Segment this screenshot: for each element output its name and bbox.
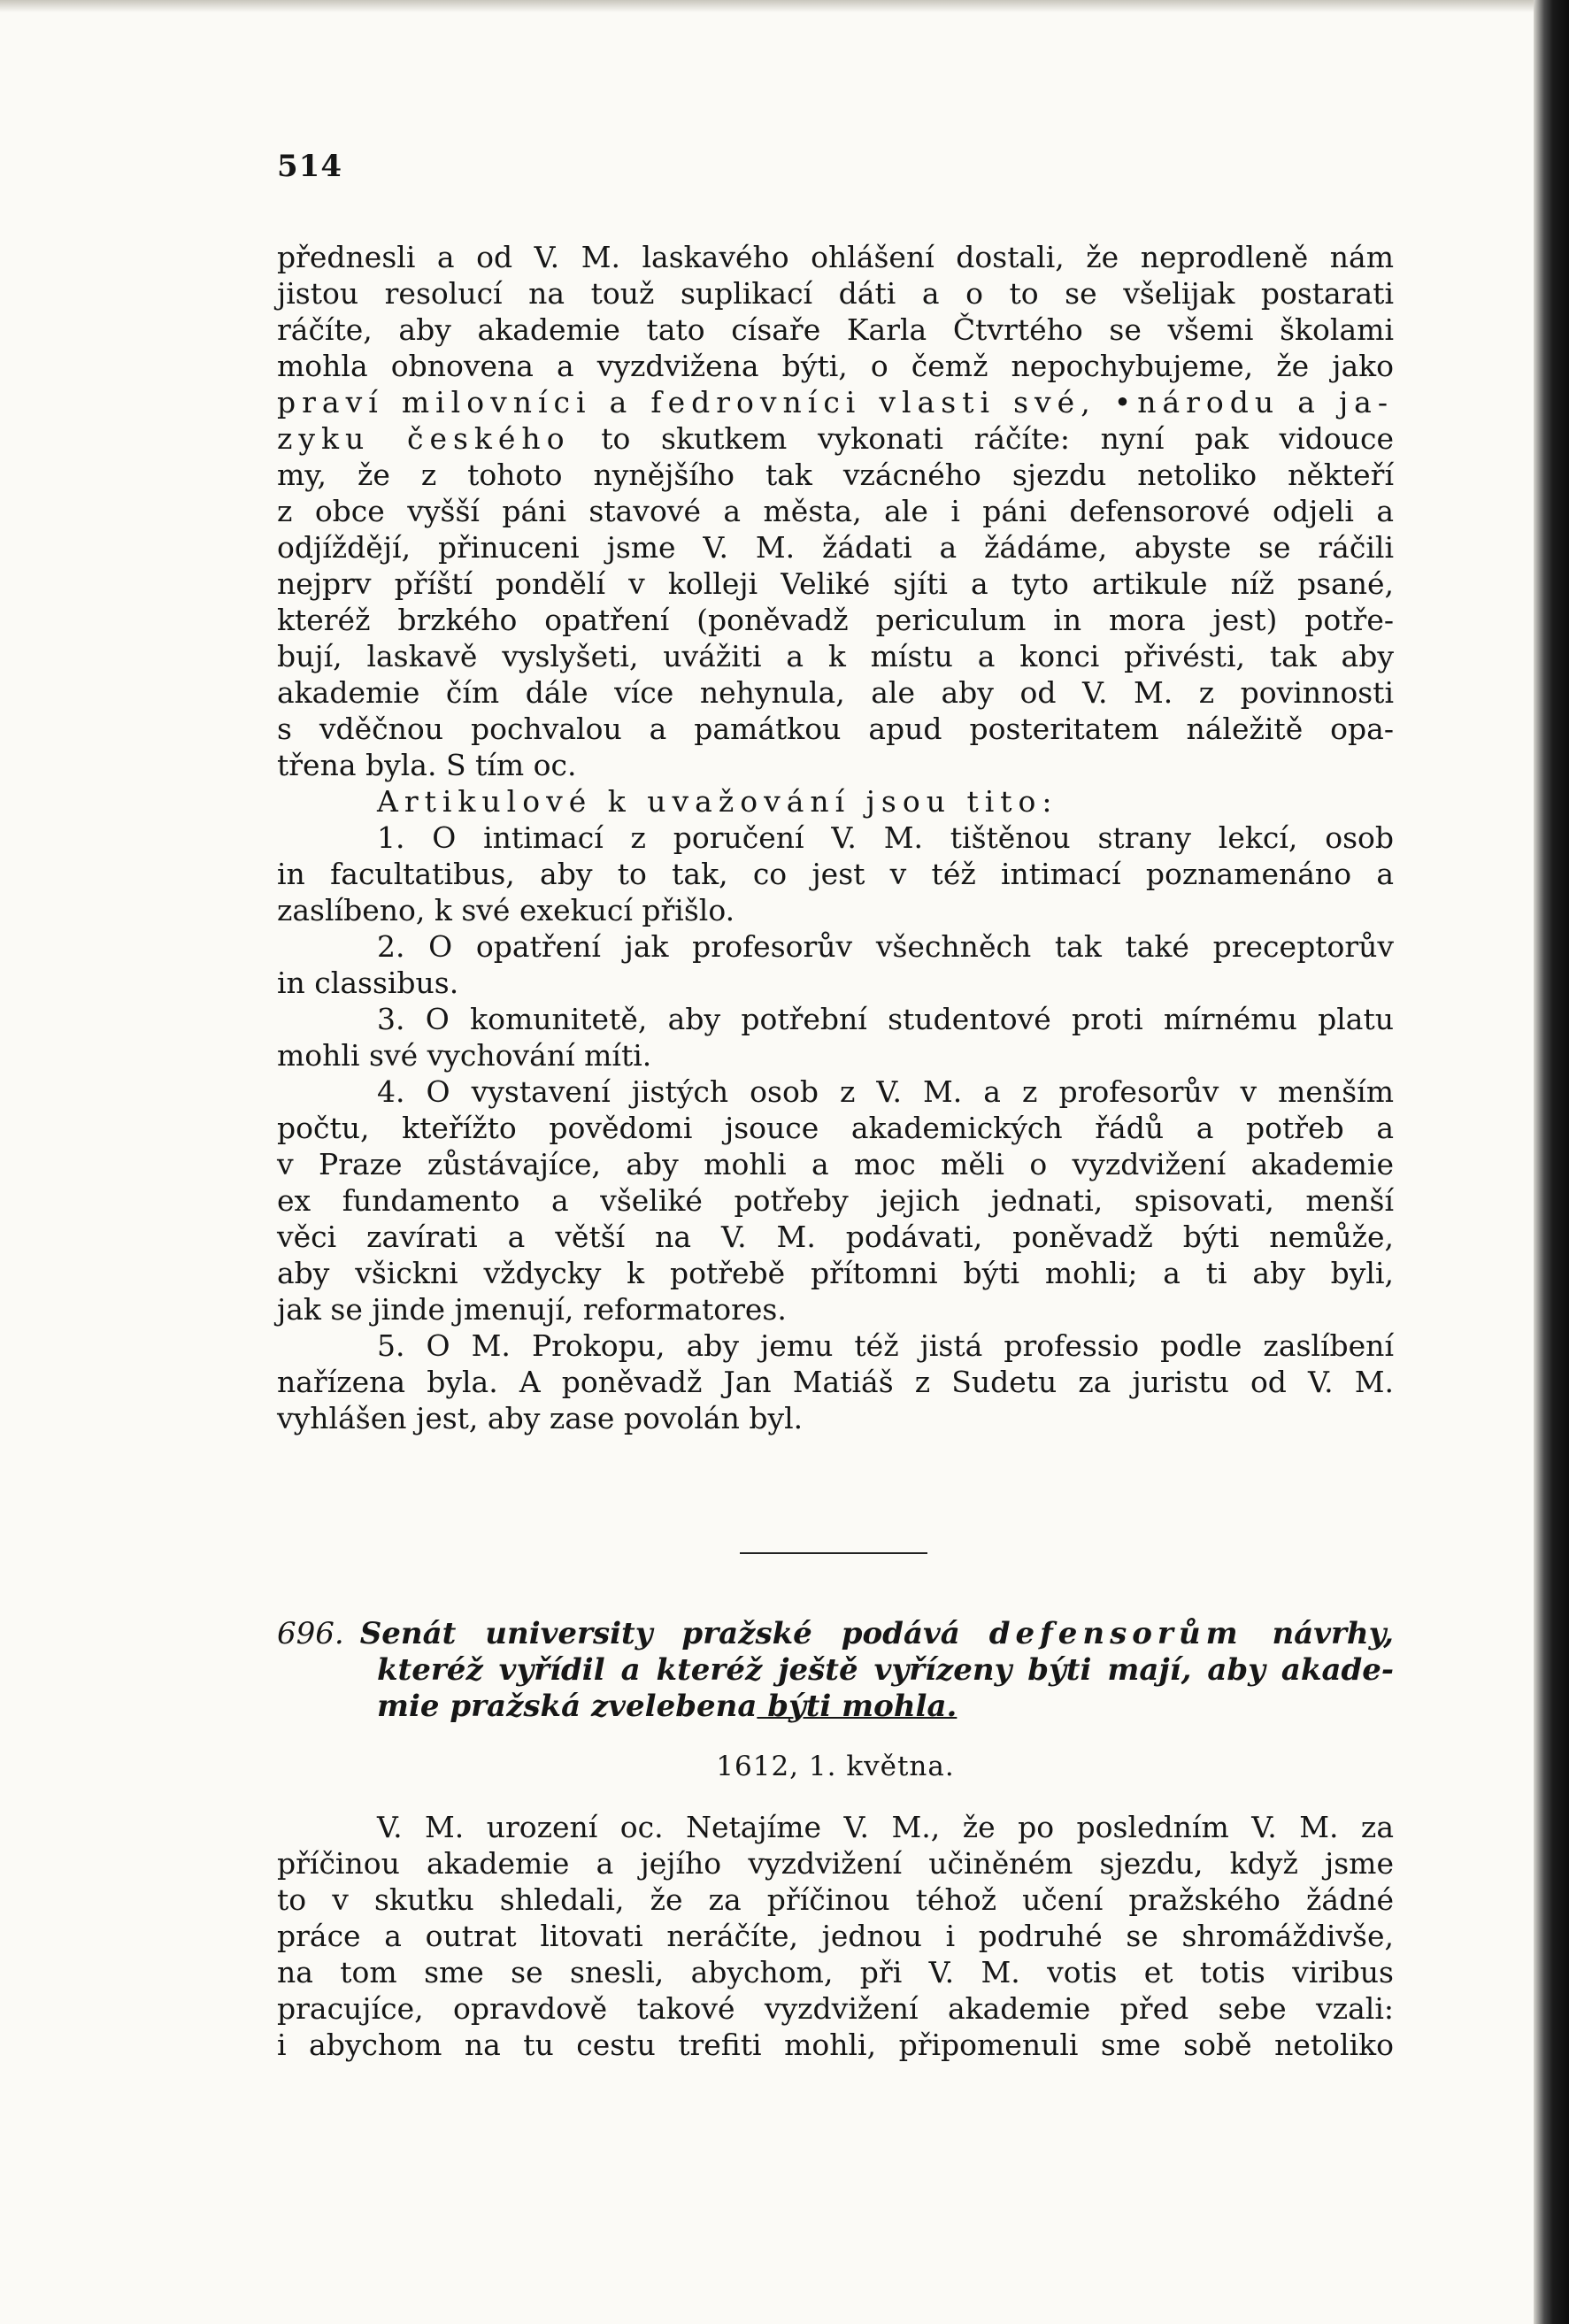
- section-separator: [740, 1552, 927, 1554]
- entry-number: 696.: [277, 1616, 344, 1651]
- text-line: my, že z tohoto nynějšího tak vzácného sjezdu netoliko někteří: [277, 458, 1394, 492]
- text-line: práce a outrat litovati neráčíte, jednou i podruhé se shromáždivše,: [277, 1919, 1394, 1953]
- entry-title-fragment: návrhy,: [1272, 1616, 1394, 1651]
- text-line: V. M. urození oc. Netajíme V. M., že po posledním V. M. za: [377, 1810, 1394, 1844]
- article-line: jak se jinde jmenují, reformatores.: [277, 1292, 787, 1327]
- text-line: odjíždějí, přinuceni jsme V. M. žádati a žádáme, abyste se ráčili: [277, 530, 1394, 565]
- article-line: in facultatibus, aby to tak, co jest v též intimací poznamenáno a: [277, 857, 1394, 891]
- article-line: počtu, kteřížto povědomi jsouce akademických řádů a potřeb a: [277, 1111, 1394, 1145]
- text-line: s vděčnou pochvalou a památkou apud posteritatem náležitě opa-: [277, 712, 1394, 746]
- text-line: i abychom na tu cestu trefiti mohli, připomenuli sme sobě netoliko: [277, 2028, 1394, 2062]
- letter-continuation: [277, 239, 1394, 1436]
- article-line: ex fundamento a všeliké potřeby jejich jednati, spisovati, menší: [277, 1183, 1394, 1218]
- article-line: zaslíbeno, k své exekucí přišlo.: [277, 893, 735, 927]
- article-line: v Praze zůstávajíce, aby mohli a moc měli o vyzdvižení akademie: [277, 1147, 1394, 1181]
- text-line: pracujíce, opravdově takové vyzdvižení akademie před sebe vzali:: [277, 1991, 1394, 2026]
- entry-date: 1612, 1. května.: [716, 1751, 955, 1782]
- text-line: akademie čím dále více nehynula, ale aby od V. M. z povinnosti: [277, 675, 1394, 710]
- text-fragment: to skutkem vykonati ráčíte: nyní pak vidouce: [570, 421, 1394, 456]
- entry-title-line: [277, 1616, 1394, 1652]
- entry-title-line: [277, 1689, 1394, 1725]
- spaced-phrase: zyku českého: [277, 421, 571, 456]
- article-line: 4. O vystavení jistých osob z V. M. a z profesorův v menším: [377, 1074, 1394, 1109]
- text-line: příčinou akademie a jejího vyzdvižení učiněném sjezdu, když jsme: [277, 1846, 1394, 1881]
- article-line: 5. O M. Prokopu, aby jemu též jistá professio podle zaslíbení: [377, 1328, 1394, 1363]
- text-line: mohla obnovena a vyzdvižena býti, o čemž nepochybujeme, že jako: [277, 349, 1394, 383]
- scan-top-shadow: [0, 0, 1534, 12]
- text-line: ráčíte, aby akademie tato císaře Karla Čtvrtého se všemi školami: [277, 312, 1394, 347]
- text-line: třena byla. S tím oc.: [277, 748, 577, 782]
- article-line: in classibus.: [277, 966, 459, 1000]
- entry-title-line: kteréž vyřídil a kteréž ještě vyřízeny býti mají, aby akade-: [377, 1652, 1394, 1688]
- text-line: z obce vyšší páni stavové a města, ale i páni defensorové odjeli a: [277, 494, 1394, 528]
- text-line: na tom sme se snesli, abychom, při V. M. votis et totis viribus: [277, 1955, 1394, 1989]
- entry-title-fragment: mie pražská zvelebena: [377, 1689, 758, 1724]
- page-number: 514: [277, 149, 342, 184]
- text-line: [277, 420, 1394, 457]
- text-line: kteréž brzkého opatření (poněvadž periculum in mora jest) potře-: [277, 603, 1394, 637]
- article-line: 2. O opatření jak profesorův všechněch tak také preceptorův: [377, 929, 1394, 964]
- text-line-spaced: praví milovníci a fedrovníci vlasti své, •národu a ja-: [277, 385, 1394, 419]
- entry-heading: [277, 1616, 1394, 1725]
- article-line: aby všickni vždycky k potřebě přítomni býti mohli; a ti aby byli,: [277, 1256, 1394, 1290]
- entry-title-fragment: Senát university pražské podává: [359, 1616, 960, 1651]
- text-line: přednesli a od V. M. laskavého ohlášení dostali, že neprodleně nám: [277, 240, 1394, 274]
- article-line: 1. O intimací z poručení V. M. tištěnou strany lekcí, osob: [377, 820, 1394, 855]
- article-line: vyhlášen jest, aby zase povolán byl.: [277, 1401, 804, 1435]
- entry-title-fragment: býti mohla.: [757, 1689, 958, 1724]
- letter-body: [277, 1809, 1394, 2063]
- text-line: jistou resolucí na touž suplikací dáti a o to se všelijak postarati: [277, 276, 1394, 311]
- text-line: bují, laskavě vyslyšeti, uvážiti a k místu a konci přivésti, tak aby: [277, 639, 1394, 673]
- text-line: nejprv příští pondělí v kolleji Veliké sjíti a tyto artikule níž psané,: [277, 566, 1394, 601]
- text-line: to v skutku shledali, že za příčinou téhož učení pražského žádné: [277, 1882, 1394, 1917]
- articles-heading: Artikulové k uvažování jsou tito:: [377, 784, 1058, 819]
- article-line: mohli své vychování míti.: [277, 1038, 652, 1073]
- entry-title-spaced: defensorům: [988, 1616, 1243, 1651]
- article-line: věci zavírati a větší na V. M. podávati, poněvadž býti nemůže,: [277, 1220, 1394, 1254]
- article-line: nařízena byla. A poněvadž Jan Matiáš z Sudetu za juristu od V. M.: [277, 1365, 1394, 1399]
- article-line: 3. O komunitetě, aby potřební studentové proti mírnému platu: [377, 1002, 1394, 1036]
- scan-edge-shadow: [1534, 0, 1569, 2324]
